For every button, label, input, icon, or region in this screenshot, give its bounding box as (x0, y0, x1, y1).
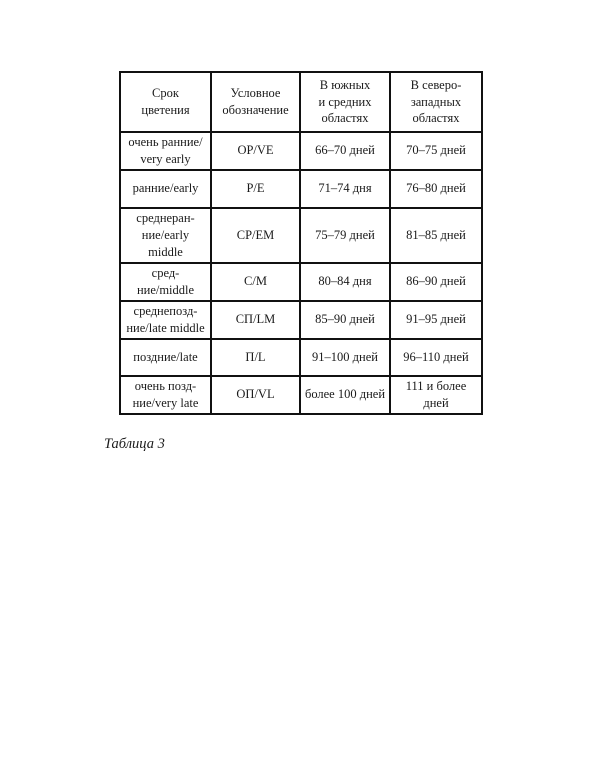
cell-designation: П/L (211, 339, 300, 376)
cell-period: ранние/early (120, 170, 211, 208)
cell-northwest: 76–80 дней (390, 170, 482, 208)
cell-period: очень позд- ние/very late (120, 376, 211, 414)
cell-south: 75–79 дней (300, 208, 390, 263)
header-northwestern-regions: В северо- западных областях (390, 72, 482, 132)
cell-period: среднеран- ние/early middle (120, 208, 211, 263)
cell-period: поздние/late (120, 339, 211, 376)
table-row (120, 376, 482, 414)
cell-south: 80–84 дня (300, 263, 390, 301)
cell-designation: P/E (211, 170, 300, 208)
cell-northwest: 111 и более дней (390, 376, 482, 414)
cell-south: 71–74 дня (300, 170, 390, 208)
cell-south: 66–70 дней (300, 132, 390, 170)
flowering-period-table (119, 71, 483, 415)
header-southern-regions: В южных и средних областях (300, 72, 390, 132)
table-row (120, 301, 482, 339)
table-row (120, 170, 482, 208)
table-header-row (120, 72, 482, 132)
table-row (120, 132, 482, 170)
cell-designation: C/M (211, 263, 300, 301)
cell-south: 85–90 дней (300, 301, 390, 339)
cell-designation: СП/LM (211, 301, 300, 339)
cell-designation: CP/EM (211, 208, 300, 263)
table-row (120, 208, 482, 263)
header-flowering-period: Срок цветения (120, 72, 211, 132)
cell-period: среднепозд- ние/late middle (120, 301, 211, 339)
cell-south: 91–100 дней (300, 339, 390, 376)
header-designation: Условное обозначение (211, 72, 300, 132)
table-row (120, 263, 482, 301)
cell-designation: ОП/VL (211, 376, 300, 414)
cell-northwest: 81–85 дней (390, 208, 482, 263)
cell-south: более 100 дней (300, 376, 390, 414)
cell-northwest: 86–90 дней (390, 263, 482, 301)
table-row (120, 339, 482, 376)
table-caption: Таблица 3 (104, 436, 165, 452)
cell-northwest: 70–75 дней (390, 132, 482, 170)
cell-period: сред- ние/middle (120, 263, 211, 301)
cell-period: очень ранние/ very early (120, 132, 211, 170)
cell-northwest: 91–95 дней (390, 301, 482, 339)
cell-northwest: 96–110 дней (390, 339, 482, 376)
cell-designation: OP/VE (211, 132, 300, 170)
